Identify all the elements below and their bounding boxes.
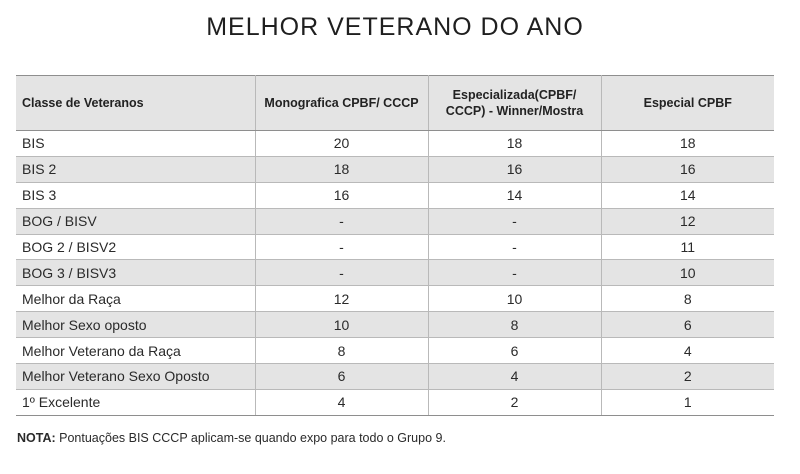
especializada-cell: 2 (428, 389, 601, 415)
table-body (16, 131, 774, 416)
class-cell: BOG / BISV (16, 208, 255, 234)
class-cell: BIS 2 (16, 156, 255, 182)
page-title: MELHOR VETERANO DO ANO (206, 13, 584, 41)
especializada-cell: - (428, 234, 601, 260)
footnote (17, 431, 446, 445)
especial-cell: 18 (601, 131, 774, 157)
column-header-class: Classe de Veteranos (16, 76, 255, 131)
table-row (16, 364, 774, 390)
table-row (16, 131, 774, 157)
class-cell: Melhor Sexo oposto (16, 312, 255, 338)
monografica-cell: 10 (255, 312, 428, 338)
footnote-label: NOTA: (17, 431, 56, 445)
class-cell: Melhor Veterano da Raça (16, 338, 255, 364)
monografica-cell: - (255, 234, 428, 260)
especial-cell: 8 (601, 286, 774, 312)
table-row (16, 338, 774, 364)
table-row (16, 312, 774, 338)
column-header-especial: Especial CPBF (601, 76, 774, 131)
monografica-cell: 4 (255, 389, 428, 415)
scores-table (16, 75, 774, 416)
monografica-cell: 6 (255, 364, 428, 390)
table-header (16, 76, 774, 131)
footnote-text: Pontuações BIS CCCP aplicam-se quando expo para todo o Grupo 9. (55, 431, 446, 445)
monografica-cell: 8 (255, 338, 428, 364)
class-cell: 1º Excelente (16, 389, 255, 415)
monografica-cell: 18 (255, 156, 428, 182)
table-row (16, 156, 774, 182)
especializada-cell: 10 (428, 286, 601, 312)
especial-cell: 6 (601, 312, 774, 338)
monografica-cell: 12 (255, 286, 428, 312)
especializada-cell: 8 (428, 312, 601, 338)
especial-cell: 1 (601, 389, 774, 415)
column-header-especializada: Especializada(CPBF/ CCCP) - Winner/Mostra (428, 76, 601, 131)
class-cell: BIS (16, 131, 255, 157)
class-cell: BIS 3 (16, 182, 255, 208)
table-row (16, 208, 774, 234)
class-cell: BOG 2 / BISV2 (16, 234, 255, 260)
especializada-cell: 6 (428, 338, 601, 364)
especializada-cell: 16 (428, 156, 601, 182)
especial-cell: 10 (601, 260, 774, 286)
especial-cell: 4 (601, 338, 774, 364)
header-row (16, 76, 774, 131)
especializada-cell: - (428, 208, 601, 234)
class-cell: Melhor Veterano Sexo Oposto (16, 364, 255, 390)
monografica-cell: 16 (255, 182, 428, 208)
especial-cell: 16 (601, 156, 774, 182)
especializada-cell: 4 (428, 364, 601, 390)
monografica-cell: - (255, 208, 428, 234)
table-row (16, 286, 774, 312)
class-cell: Melhor da Raça (16, 286, 255, 312)
table-row (16, 389, 774, 415)
class-cell: BOG 3 / BISV3 (16, 260, 255, 286)
especializada-cell: 14 (428, 182, 601, 208)
column-header-monografica: Monografica CPBF/ CCCP (255, 76, 428, 131)
especializada-cell: 18 (428, 131, 601, 157)
monografica-cell: 20 (255, 131, 428, 157)
especial-cell: 11 (601, 234, 774, 260)
table-row (16, 234, 774, 260)
especial-cell: 12 (601, 208, 774, 234)
especial-cell: 14 (601, 182, 774, 208)
monografica-cell: - (255, 260, 428, 286)
especial-cell: 2 (601, 364, 774, 390)
table-row (16, 182, 774, 208)
table-row (16, 260, 774, 286)
especializada-cell: - (428, 260, 601, 286)
